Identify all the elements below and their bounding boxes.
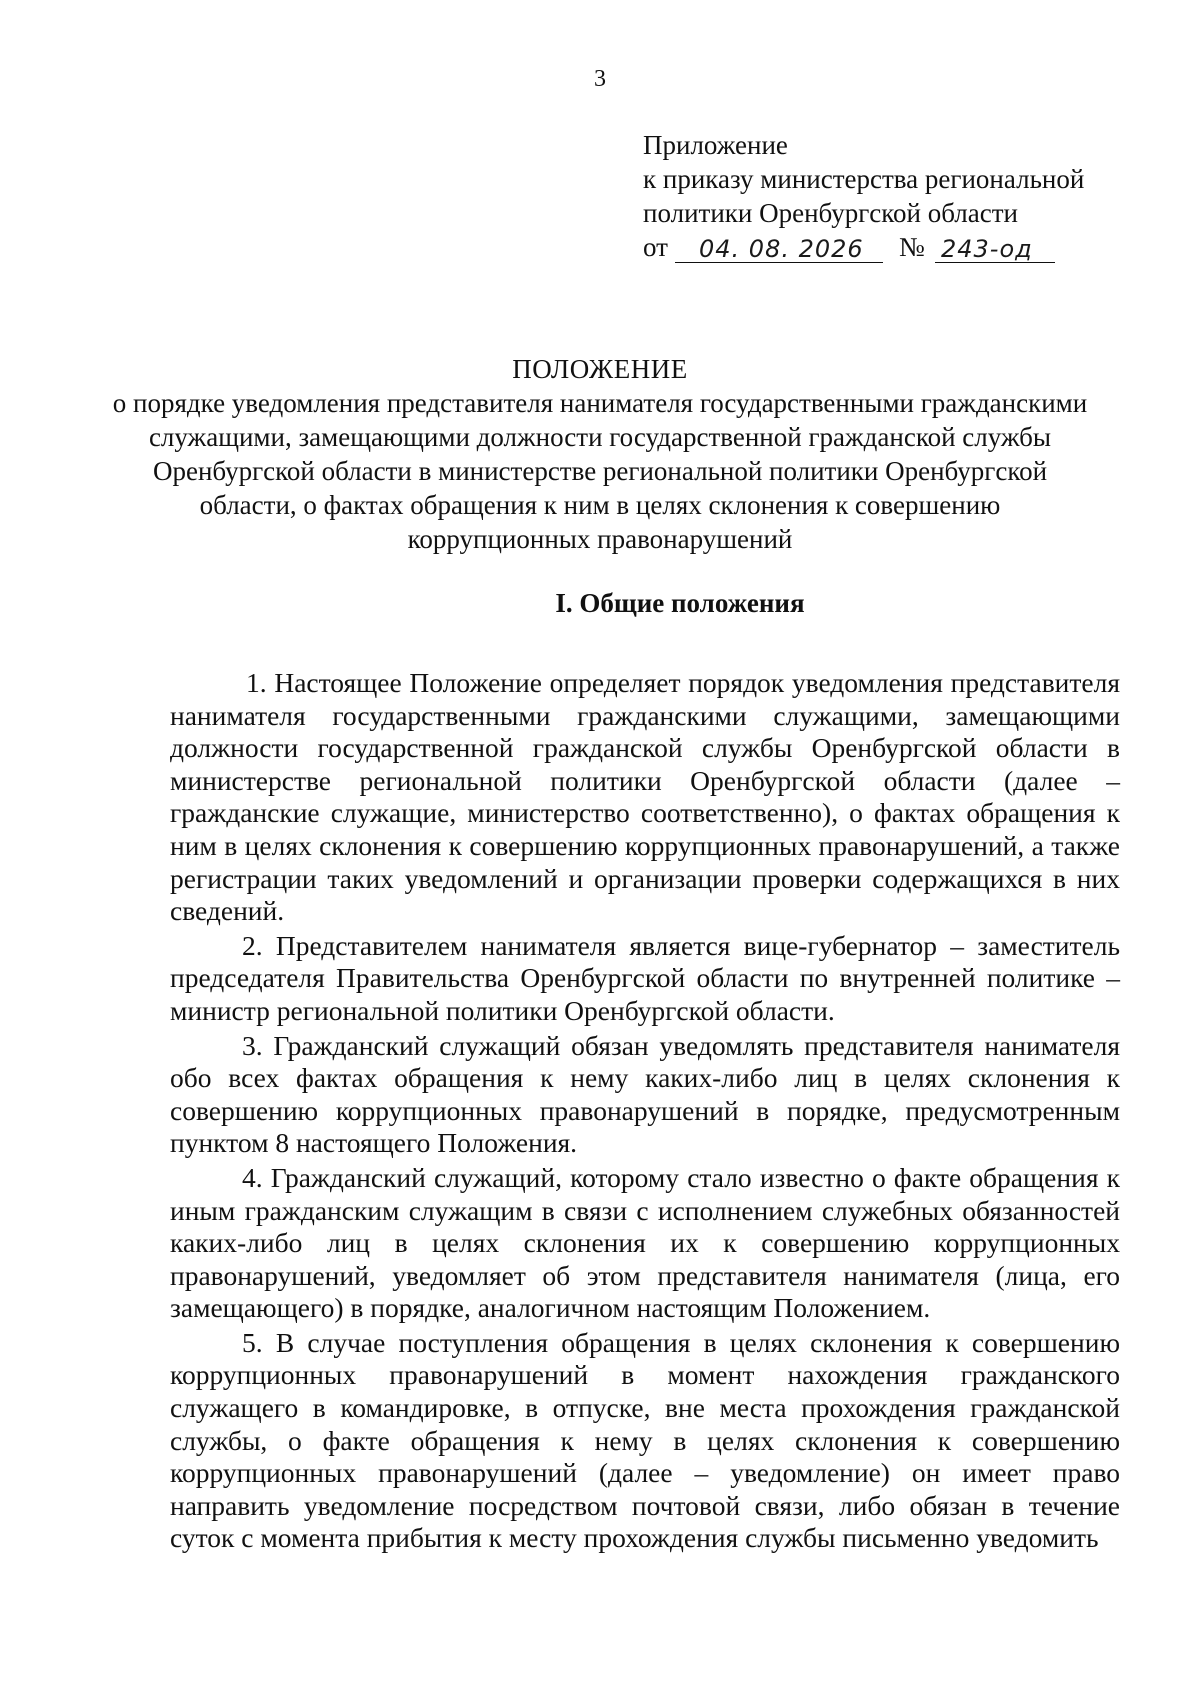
appendix-block	[643, 128, 1084, 270]
appendix-line-3: политики Оренбургской области	[643, 198, 1018, 228]
date-label: от	[643, 232, 668, 262]
date-number-row	[643, 230, 1084, 270]
appendix-line-1: Приложение	[643, 130, 788, 160]
paragraph-5: 5. В случае поступления обращения в целях склонения к совершению коррупционных правонарушений в момент нахождения гражданского служащего в командировке, в отпуске, вне места прохождения гражданской службы, о факте обращения к нему в целях склонения к совершению коррупционных правонарушений (далее – уведомление) он имеет право направить уведомление посредством почтовой связи, либо обязан в течение суток с момента прибытия к месту прохождения службы письменно уведомить	[170, 1326, 1120, 1554]
section-heading: I. Общие положения	[555, 588, 805, 618]
document-title-block	[0, 352, 1200, 556]
handwritten-date: 04. 08. 2026	[699, 235, 864, 263]
paragraph-3: 3. Гражданский служащий обязан уведомлять представителя нанимателя обо всех фактах обращения к нему каких-либо лиц в целях склонения к совершению коррупционных правонарушений в порядке, предусмотренным пунктом 8 настоящего Положения.	[170, 1029, 1120, 1159]
paragraph-2: 2. Представителем нанимателя является вице-губернатор – заместитель председателя Правительства Оренбургской области по внутренней политике – министр региональной политики Оренбургской области.	[170, 929, 1120, 1026]
appendix-line-2: к приказу министерства региональной	[643, 164, 1085, 194]
number-label: №	[899, 232, 925, 262]
document-title: ПОЛОЖЕНИЕ	[512, 354, 688, 384]
paragraph-1: 1. Настоящее Положение определяет порядок уведомления представителя нанимателя государственными гражданскими служащими, замещающими должности государственной гражданской службы Оренбургской области в министерстве региональной политики Оренбургской области (далее – гражданские служащие, министерство соответственно), о фактах обращения к ним в целях склонения к совершению коррупционных правонарушений, а также регистрации таких уведомлений и организации проверки содержащихся в них сведений.	[170, 667, 1120, 927]
body-text	[170, 667, 1120, 1557]
paragraph-4: 4. Гражданский служащий, которому стало известно о факте обращения к иным гражданским служащим в связи с исполнением служебных обязанностей каких-либо лиц в целях склонения их к совершению коррупционных правонарушений, уведомляет об этом представителя нанимателя (лица, его замещающего) в порядке, аналогичном настоящим Положением.	[170, 1161, 1120, 1324]
page-number: 3	[594, 66, 606, 92]
handwritten-number: 243-од	[941, 235, 1033, 263]
document-subtitle: о порядке уведомления представителя нанимателя государственными гражданскими служащими, замещающими должности государственной гражданской службы Оренбургской области в министерстве региональной политики Оренбургской области, о фактах обращения к ним в целях склонения к совершению коррупционных правонарушений	[112, 388, 1088, 554]
